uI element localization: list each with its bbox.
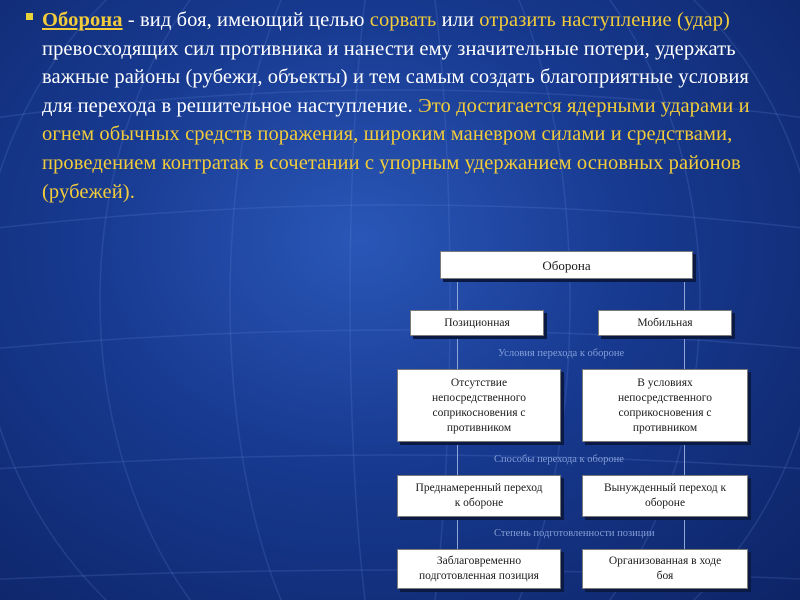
diagram-box-label: Отсутствие непосредственного соприкосновения с противником — [432, 376, 526, 434]
diagram-type-positional-box — [410, 310, 544, 336]
connector-line — [457, 336, 458, 369]
diagram-root-box — [440, 251, 693, 279]
bullet-icon — [26, 13, 33, 20]
diagram-box-label: Заблаговременно подготовленная позиция — [419, 555, 539, 582]
connector-line — [684, 442, 685, 475]
text-segment: - вид боя, имеющий целью — [122, 9, 370, 31]
diagram-method-deliberate-box — [397, 475, 561, 517]
text-segment-highlight: сорвать — [369, 9, 437, 31]
connector-line — [684, 279, 685, 310]
diagram-label-conditions: Условия перехода к обороне — [498, 348, 625, 359]
connector-line — [457, 517, 458, 549]
connector-line — [457, 442, 458, 475]
text-segment: превосходящих сил противника и нанести ему значительные потери, удержать важные районы (рубежи, объекты) и тем самым создать благоприятные условия для перехода в решительное наступление. — [42, 37, 749, 117]
diagram-condition-no-contact-box — [397, 369, 561, 442]
diagram-label-methods: Способы перехода к обороне — [494, 454, 624, 465]
diagram-box-label: Оборона — [542, 257, 591, 273]
diagram-prep-advance-box — [397, 549, 561, 589]
text-segment-highlight: отразить наступление (удар) — [479, 9, 730, 31]
diagram-prep-during-battle-box — [582, 549, 748, 589]
definition-text — [42, 6, 762, 206]
connector-line — [684, 336, 685, 369]
diagram-label-preparation: Степень подготовленности позиции — [494, 528, 655, 539]
diagram-box-label: В условиях непосредственного соприкосновения с противником — [618, 376, 712, 434]
text-segment: или — [436, 9, 480, 31]
connector-line — [457, 279, 458, 310]
connector-line — [684, 517, 685, 549]
diagram-method-forced-box — [582, 475, 748, 517]
term-title: Оборона — [42, 9, 123, 31]
diagram-box-label: Мобильная — [637, 316, 693, 329]
diagram-type-mobile-box — [598, 310, 732, 336]
diagram-condition-contact-box — [582, 369, 748, 442]
diagram-box-label: Вынужденный переход к обороне — [603, 482, 727, 509]
text-segment-highlight-tail: Это достигается ядерными ударами и огнем обычных средств поражения, широким маневром силами и средствами, проведением контратак в сочетании с упорным удержанием основных районов (рубежей). — [42, 94, 750, 203]
diagram-box-label: Позиционная — [444, 316, 510, 329]
diagram-box-label: Преднамеренный переход к обороне — [415, 482, 543, 509]
diagram-box-label: Организованная в ходе боя — [608, 555, 722, 582]
